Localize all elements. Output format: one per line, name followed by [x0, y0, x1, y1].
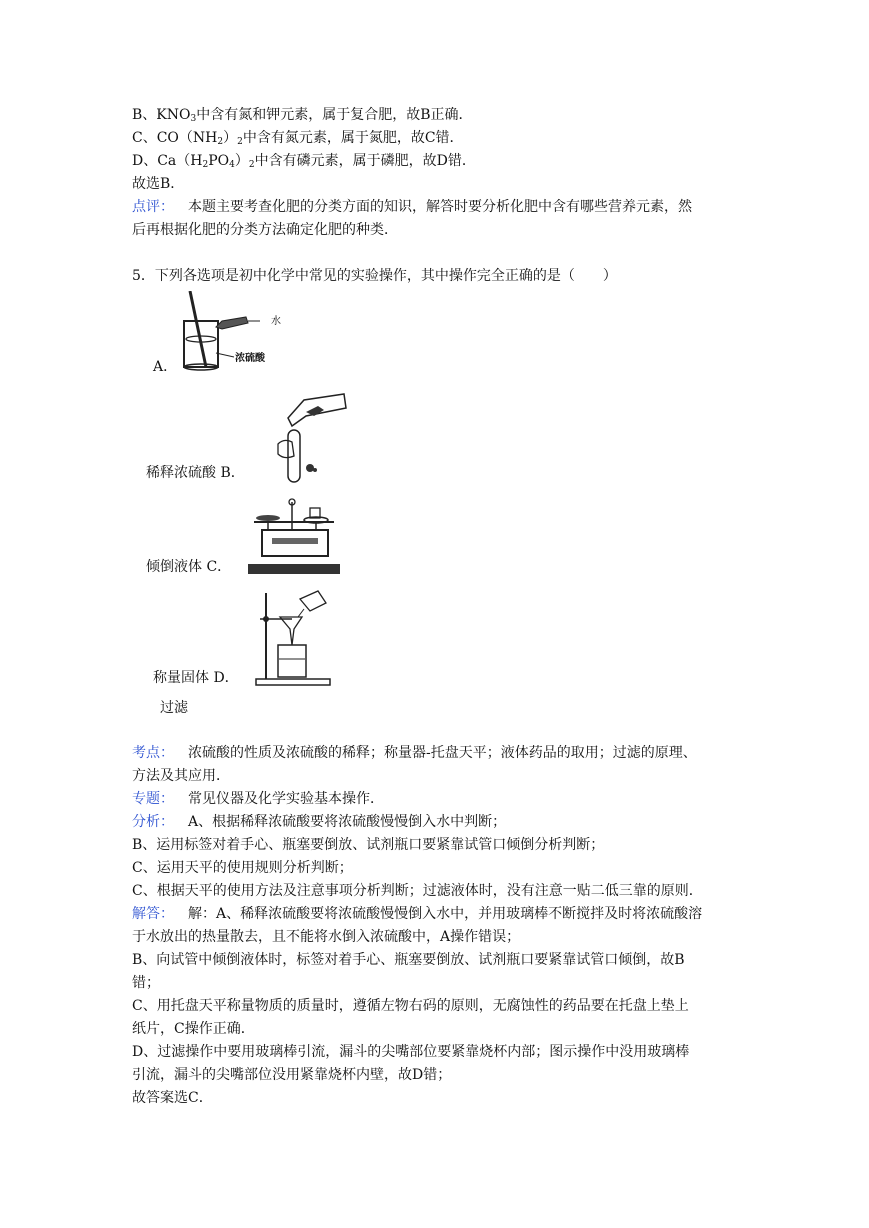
jieda-line-4: 错； [132, 975, 160, 991]
answer-line-b: B、$KNO_3$中含有氮和钾元素，属于复合肥，故B正确． [132, 107, 473, 124]
fenxi-line-1: 分析： A、根据稀释浓硫酸要将浓硫酸慢慢倒入水中判断； [132, 814, 507, 830]
jieda-line-5: C、用托盘天平称量物质的质量时，遵循左物右码的原则，无腐蚀性的药品要在托盘上垫上 [132, 998, 689, 1014]
comment-label: 点评： [132, 199, 174, 215]
answer-line-d: D、$Ca(H_2PO_4)_2$中含有磷元素，属于磷肥，故D错． [132, 153, 476, 170]
final-answer: 故答案选C． [132, 1090, 213, 1106]
option-d-caption: 称量固体 D． [153, 670, 239, 686]
kaodian-label: 考点： [132, 745, 174, 761]
jieda-line-3: B、向试管中倾倒液体时，标签对着手心、瓶塞要倒放、试剂瓶口要紧靠试管口倾倒，故B [132, 952, 685, 968]
fenxi-line-4: C、根据天平的使用方法及注意事项分析判断；过滤液体时，没有注意一贴二低三靠的原则． [132, 883, 703, 899]
label-acid: 浓硫酸 [235, 353, 265, 364]
option-b-caption: 稀释浓硫酸 B． [146, 465, 245, 481]
jieda-line-2: 于水放出的热量散去，且不能将水倒入浓硫酸中，A操作错误； [132, 929, 521, 945]
answer-line-c: C、$CO(NH_2)_2$中含有氮元素，属于氮肥，故C错． [132, 130, 464, 147]
fenxi-line-2: B、运用标签对着手心、瓶塞要倒放、试剂瓶口要紧靠试管口倾倒分析判断； [132, 837, 605, 853]
comment-line-1: 点评： 本题主要考查化肥的分类方面的知识，解答时要分析化肥中含有哪些营养元素，然 [132, 199, 692, 215]
figure-c-balance [246, 494, 342, 576]
comment-line-2: 后再根据化肥的分类方法确定化肥的种类． [132, 222, 398, 238]
figure-d-filtration [252, 589, 332, 687]
jieda-line-6: 纸片，C操作正确． [132, 1021, 255, 1037]
jieda-label: 解答： [132, 906, 174, 922]
jieda-line-7: D、过滤操作中要用玻璃棒引流，漏斗的尖嘴部位要紧靠烧杯内部；图示操作中没用玻璃棒 [132, 1044, 690, 1060]
kaodian-line-2: 方法及其应用． [132, 768, 230, 784]
question-stem: 5．下列各选项是初中化学中常见的实验操作，其中操作完全正确的是（ ） [132, 268, 617, 284]
fenxi-line-3: C、运用天平的使用规则分析判断； [132, 860, 353, 876]
option-c-caption: 倾倒液体 C． [146, 559, 232, 575]
option-a-caption: A． [153, 359, 178, 375]
jieda-line-1: 解答： 解：A、稀释浓硫酸要将浓硫酸慢慢倒入水中，并用玻璃棒不断搅拌及时将浓硫酸溶 [132, 906, 703, 922]
option-d-subcaption: 过滤 [160, 700, 188, 716]
answer-choice: 故选B． [132, 176, 185, 192]
zhuanti-line: 专题： 常见仪器及化学实验基本操作． [132, 791, 384, 807]
figure-b-pouring [258, 390, 348, 485]
zhuanti-label: 专题： [132, 791, 174, 807]
label-water: 水 [271, 316, 281, 327]
kaodian-line-1: 考点： 浓硫酸的性质及浓硫酸的稀释；称量器-托盘天平；液体药品的取用；过滤的原理、 [132, 745, 697, 761]
fenxi-label: 分析： [132, 814, 174, 830]
jieda-line-8: 引流，漏斗的尖嘴部位没用紧靠烧杯内壁，故D错； [132, 1067, 452, 1083]
